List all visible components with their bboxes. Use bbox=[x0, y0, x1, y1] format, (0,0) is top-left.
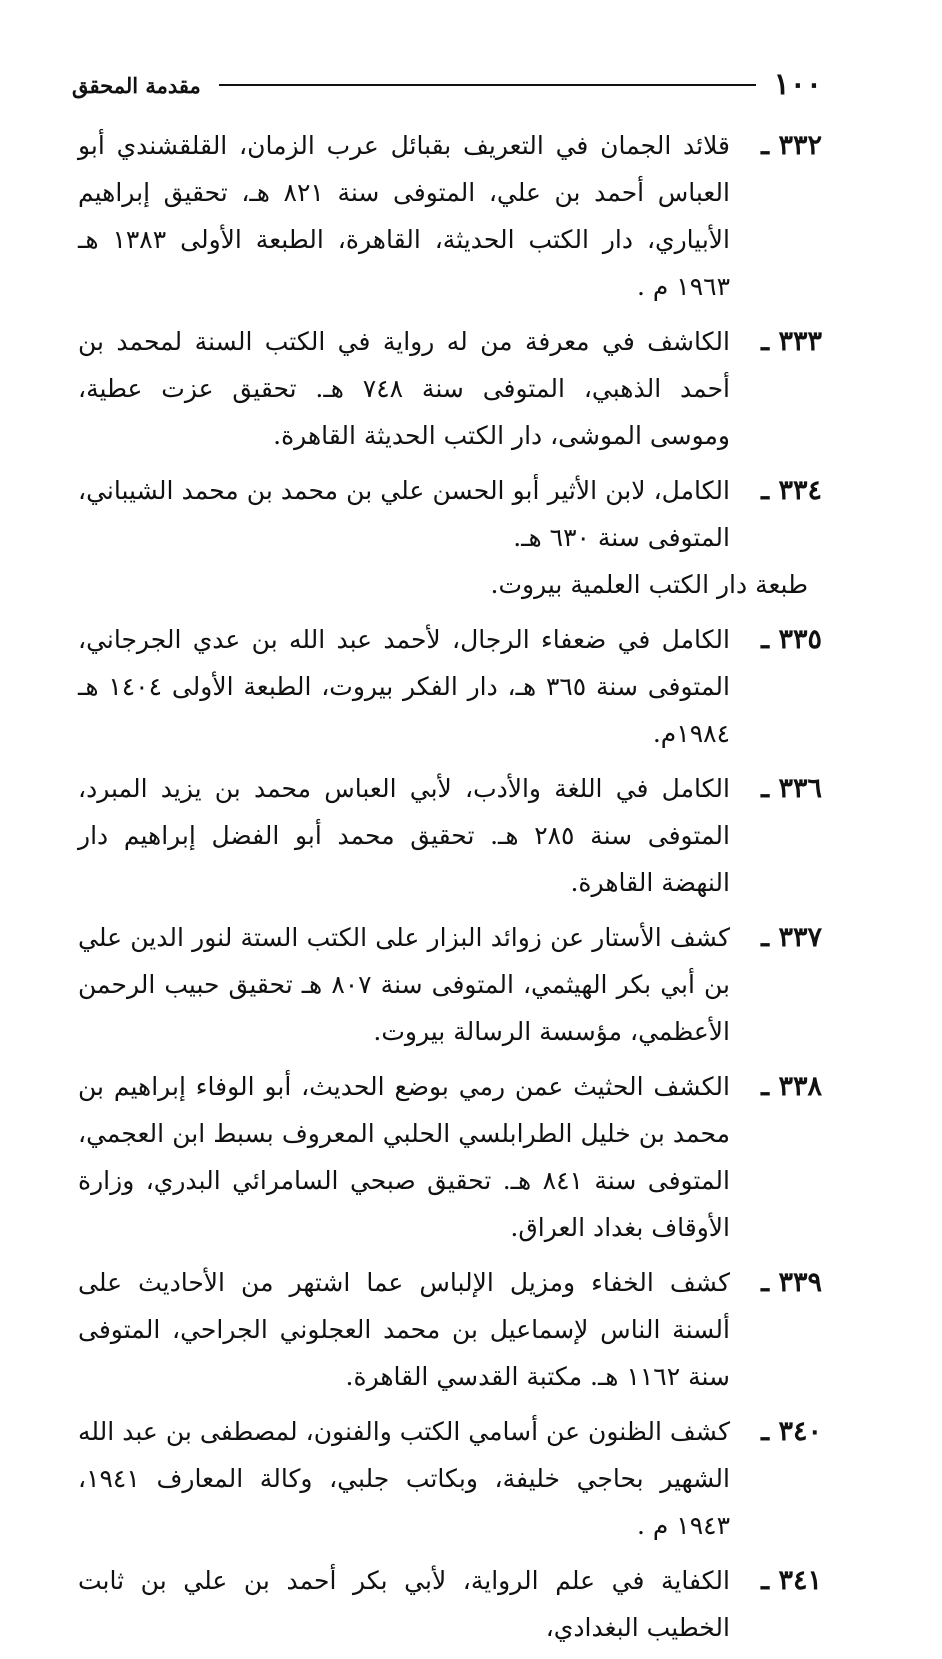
bibliography-entry bbox=[78, 467, 822, 608]
bibliography-entry bbox=[78, 1259, 822, 1400]
bibliography-entry bbox=[78, 616, 822, 757]
page-number: ١٠٠ bbox=[773, 67, 822, 102]
bibliography-entry bbox=[78, 765, 822, 906]
header-rule bbox=[219, 84, 756, 86]
entry-text: قلائد الجمان في التعريف بقبائل عرب الزمان، القلقشندي أبو العباس أحمد بن علي، المتوفى سنة ٨٢١ هـ، تحقيق إبراهيم الأبياري، دار الكتب الحديثة، القاهرة، الطبعة الأولى ١٣٨٣ هـ ١٩٦٣ م . bbox=[78, 131, 730, 301]
page-header bbox=[72, 67, 822, 102]
entry-number: ٣٣٧ ـ bbox=[761, 922, 822, 953]
bibliography-entry bbox=[78, 1063, 822, 1251]
entry-text: كشف الظنون عن أسامي الكتب والفنون، لمصطفى بن عبد الله الشهير بحاجي خليفة، وبكاتب جلبي، وكالة المعارف ١٩٤١، ١٩٤٣ م . bbox=[78, 1417, 730, 1540]
bibliography-entry bbox=[78, 122, 822, 310]
entry-text: الكامل، لابن الأثير أبو الحسن علي بن محمد بن محمد الشيباني، المتوفى سنة ٦٣٠ هـ. bbox=[78, 476, 730, 552]
bibliography-list bbox=[78, 122, 822, 1659]
bibliography-entry bbox=[78, 1557, 822, 1651]
entry-text: الكفاية في علم الرواية، لأبي بكر أحمد بن علي بن ثابت الخطيب البغدادي، bbox=[78, 1566, 730, 1642]
bibliography-entry bbox=[78, 914, 822, 1055]
bibliography-entry bbox=[78, 1408, 822, 1549]
entry-text: كشف الأستار عن زوائد البزار على الكتب الستة لنور الدين علي بن أبي بكر الهيثمي، المتوفى سنة ٨٠٧ هـ تحقيق حبيب الرحمن الأعظمي، مؤسسة الرسالة بيروت. bbox=[78, 923, 730, 1046]
bibliography-entry bbox=[78, 318, 822, 459]
entry-text: الكشف الحثيث عمن رمي بوضع الحديث، أبو الوفاء إبراهيم بن محمد بن خليل الطرابلسي الحلبي المعروف بسبط ابن العجمي، المتوفى سنة ٨٤١ هـ. تحقيق صبحي السامرائي البدري، وزارة الأوقاف بغداد العراق. bbox=[78, 1072, 730, 1242]
entry-number: ٣٣٤ ـ bbox=[761, 475, 822, 506]
entry-number: ٣٣٨ ـ bbox=[761, 1071, 822, 1102]
section-title: مقدمة المحقق bbox=[72, 72, 201, 98]
entry-text: كشف الخفاء ومزيل الإلباس عما اشتهر من الأحاديث على ألسنة الناس لإسماعيل بن محمد العجلوني الجراحي، المتوفى سنة ١١٦٢ هـ. مكتبة القدسي القاهرة. bbox=[78, 1268, 730, 1391]
entry-note: طبعة دار الكتب العلمية بيروت. bbox=[490, 570, 808, 599]
entry-number: ٣٣٦ ـ bbox=[761, 773, 822, 804]
entry-number: ٣٣٩ ـ bbox=[761, 1267, 822, 1298]
entry-number: ٣٣٢ ـ bbox=[761, 130, 822, 161]
entry-number: ٣٣٥ ـ bbox=[761, 624, 822, 655]
entry-number: ٣٤٠ ـ bbox=[761, 1416, 822, 1447]
entry-text: الكامل في اللغة والأدب، لأبي العباس محمد بن يزيد المبرد، المتوفى سنة ٢٨٥ هـ. تحقيق محمد أبو الفضل إبراهيم دار النهضة القاهرة. bbox=[78, 774, 730, 897]
entry-number: ٣٣٣ ـ bbox=[761, 326, 822, 357]
entry-number: ٣٤١ ـ bbox=[761, 1565, 822, 1596]
entry-text: الكاشف في معرفة من له رواية في الكتب السنة لمحمد بن أحمد الذهبي، المتوفى سنة ٧٤٨ هـ. تحقيق عزت عطية، وموسى الموشى، دار الكتب الحديثة القاهرة. bbox=[78, 327, 730, 450]
entry-text: الكامل في ضعفاء الرجال، لأحمد عبد الله بن عدي الجرجاني، المتوفى سنة ٣٦٥ هـ، دار الفكر بيروت، الطبعة الأولى ١٤٠٤ هـ ١٩٨٤م. bbox=[78, 625, 730, 748]
